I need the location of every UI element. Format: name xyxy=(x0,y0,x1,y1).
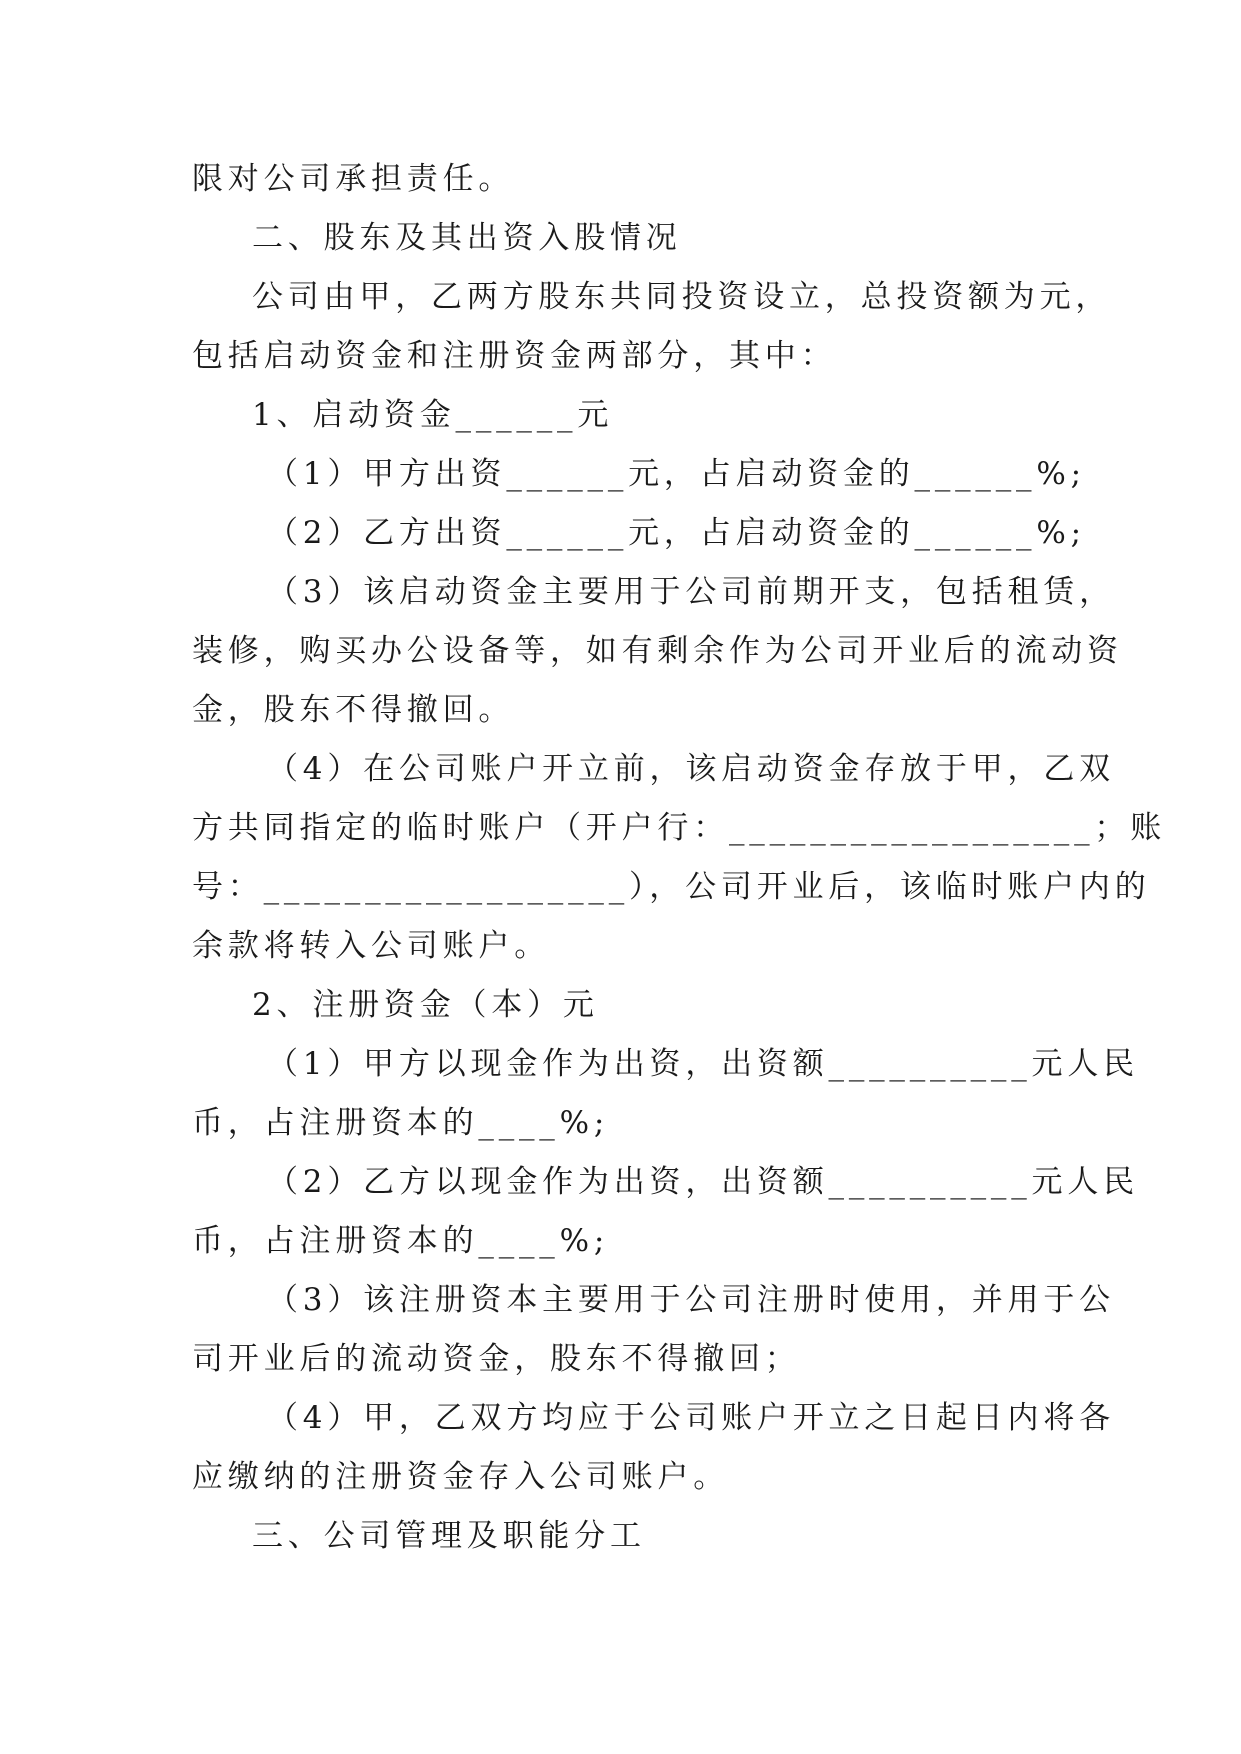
text-line: 包括启动资金和注册资金两部分，其中： xyxy=(192,338,837,374)
text-line: 方共同指定的临时账户（开户行：__________________；账 xyxy=(192,810,1166,846)
text-line: （4）甲，乙双方均应于公司账户开立之日起日内将各 xyxy=(267,1400,1115,1436)
text-line: 余款将转入公司账户。 xyxy=(192,928,550,964)
text-line: 限对公司承担责任。 xyxy=(192,161,515,197)
text-line: 应缴纳的注册资金存入公司账户。 xyxy=(192,1459,729,1495)
text-line: （4）在公司账户开立前，该启动资金存放于甲，乙双 xyxy=(267,751,1115,787)
text-line: 金，股东不得撤回。 xyxy=(192,692,515,728)
text-line: （2）乙方以现金作为出资，出资额__________元人民 xyxy=(267,1164,1139,1200)
text-line: （1）甲方以现金作为出资，出资额__________元人民 xyxy=(267,1046,1139,1082)
text-line: 装修，购买办公设备等，如有剩余作为公司开业后的流动资 xyxy=(192,633,1123,669)
text-line: （2）乙方出资______元，占启动资金的______%; xyxy=(267,515,1086,551)
document-body xyxy=(192,150,1166,1566)
text-line: 公司由甲，乙两方股东共同投资设立，总投资额为元， xyxy=(252,279,1112,315)
item-heading: 2、注册资金（本）元 xyxy=(252,987,599,1023)
section-heading: 二、股东及其出资入股情况 xyxy=(252,220,682,256)
section-heading: 三、公司管理及职能分工 xyxy=(252,1518,646,1554)
text-line: 司开业后的流动资金，股东不得撤回； xyxy=(192,1341,801,1377)
text-line: 号：__________________），公司开业后，该临时账户内的 xyxy=(192,869,1151,905)
text-line: （3）该启动资金主要用于公司前期开支，包括租赁， xyxy=(267,574,1115,610)
text-line: 币，占注册资本的____%; xyxy=(192,1223,610,1259)
text-line: 币，占注册资本的____%; xyxy=(192,1105,610,1141)
text-line: （3）该注册资本主要用于公司注册时使用，并用于公 xyxy=(267,1282,1115,1318)
item-heading: 1、启动资金______元 xyxy=(252,397,614,433)
text-line: （1）甲方出资______元，占启动资金的______%; xyxy=(267,456,1086,492)
